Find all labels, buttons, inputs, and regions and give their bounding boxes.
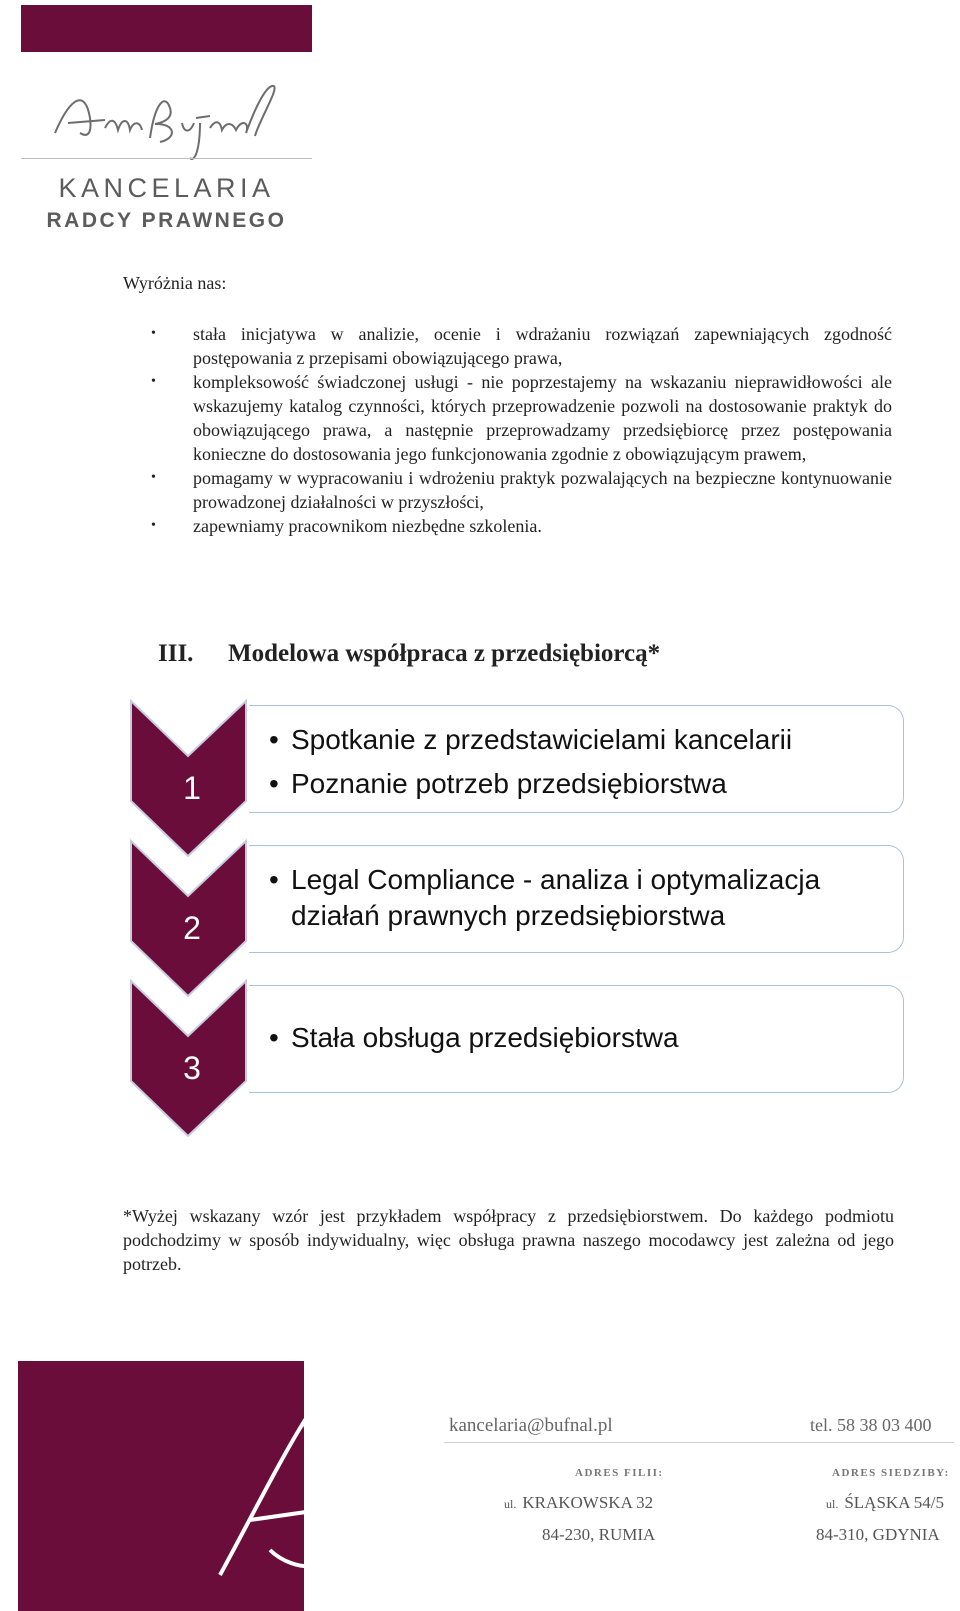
intro-text: Wyróżnia nas: [123, 273, 227, 293]
bullet-icon: • [151, 374, 156, 389]
process-item: • Stała obsługa przedsiębiorstwa [249, 1020, 903, 1056]
list-item [148, 514, 892, 538]
process-box-2 [249, 845, 904, 953]
process-item: • Spotkanie z przedstawicielami kancelarii [249, 722, 903, 758]
bullet-icon: • [151, 470, 156, 485]
signature-text: Anna Bufnal [50, 65, 133, 82]
brand-subtitle: RADCY PRAWNEGO [46, 209, 287, 232]
step-number-2: 2 [183, 910, 201, 946]
brand-name: KANCELARIA [58, 173, 275, 203]
branch-street [504, 1493, 653, 1513]
section-heading [158, 640, 660, 668]
ab-monogram-logo [210, 1400, 400, 1590]
process-item: • Legal Compliance - analiza i optymalizacja działań prawnych przedsiębiorstwa [249, 862, 903, 934]
hq-street [826, 1493, 944, 1513]
hq-street-text: ŚLĄSKA 54/5 [844, 1493, 945, 1512]
section-title: Modelowa współpraca z przedsiębiorcą* [228, 640, 661, 667]
list-item-text: kompleksowość świadczonej usługi - nie poprzestajemy na wskazaniu nieprawidłowości ale wskazujemy katalog czynności, których przeprowadzenie pozwoli na dostosowanie praktyk do obowiązującego prawa, a następnie przeprowadzamy przedsiębiorcę przez postępowania konieczne do dostosowania jego funkcjonowania zgodnie z obowiązującym prawem, [193, 372, 892, 464]
bullet-icon: • [151, 326, 156, 341]
hq-city: 84-310, GDYNIA [816, 1525, 940, 1544]
bullet-icon: • [151, 518, 156, 533]
contact-email[interactable]: kancelaria@bufnal.pl [449, 1415, 613, 1436]
signature-logo [50, 65, 300, 168]
footer-divider [444, 1442, 954, 1443]
process-box-3 [249, 985, 904, 1093]
street-prefix: ul. [504, 1497, 517, 1511]
list-item [148, 370, 892, 466]
process-item: • Poznanie potrzeb przedsiębiorstwa [249, 766, 903, 802]
feature-list [148, 322, 892, 538]
list-item-text: stała inicjatywa w analizie, ocenie i wdrażaniu rozwiązań zapewniających zgodność postępowania z przepisami obowiązującego prawa, [193, 324, 892, 368]
header-divider [21, 158, 312, 159]
list-item-text: zapewniamy pracownikom niezbędne szkolenia. [193, 516, 542, 536]
street-prefix: ul. [826, 1497, 839, 1511]
contact-phone[interactable]: tel. 58 38 03 400 [810, 1415, 932, 1435]
footnote: *Wyżej wskazany wzór jest przykładem współpracy z przedsiębiorstwem. Do każdego podmiotu podchodzimy w sposób indywidualny, więc obsługa prawna naszego mocodawcy jest zależna od jego potrzeb. [123, 1206, 894, 1274]
list-item [148, 322, 892, 370]
step-number-1: 1 [183, 770, 201, 806]
header-color-bar [21, 5, 312, 52]
list-item [148, 466, 892, 514]
process-box-1 [249, 705, 904, 813]
branch-city: 84-230, RUMIA [542, 1525, 656, 1544]
branch-street-text: KRAKOWSKA 32 [522, 1493, 654, 1512]
hq-address-label: ADRES SIEDZIBY: [832, 1467, 950, 1479]
branch-address-label: ADRES FILII: [575, 1467, 664, 1479]
step-number-3: 3 [183, 1050, 201, 1086]
list-item-text: pomagamy w wypracowaniu i wdrożeniu praktyk pozwalających na bezpieczne kontynuowanie prowadzonej działalności w przyszłości, [193, 468, 892, 512]
section-number: III. [158, 640, 194, 667]
